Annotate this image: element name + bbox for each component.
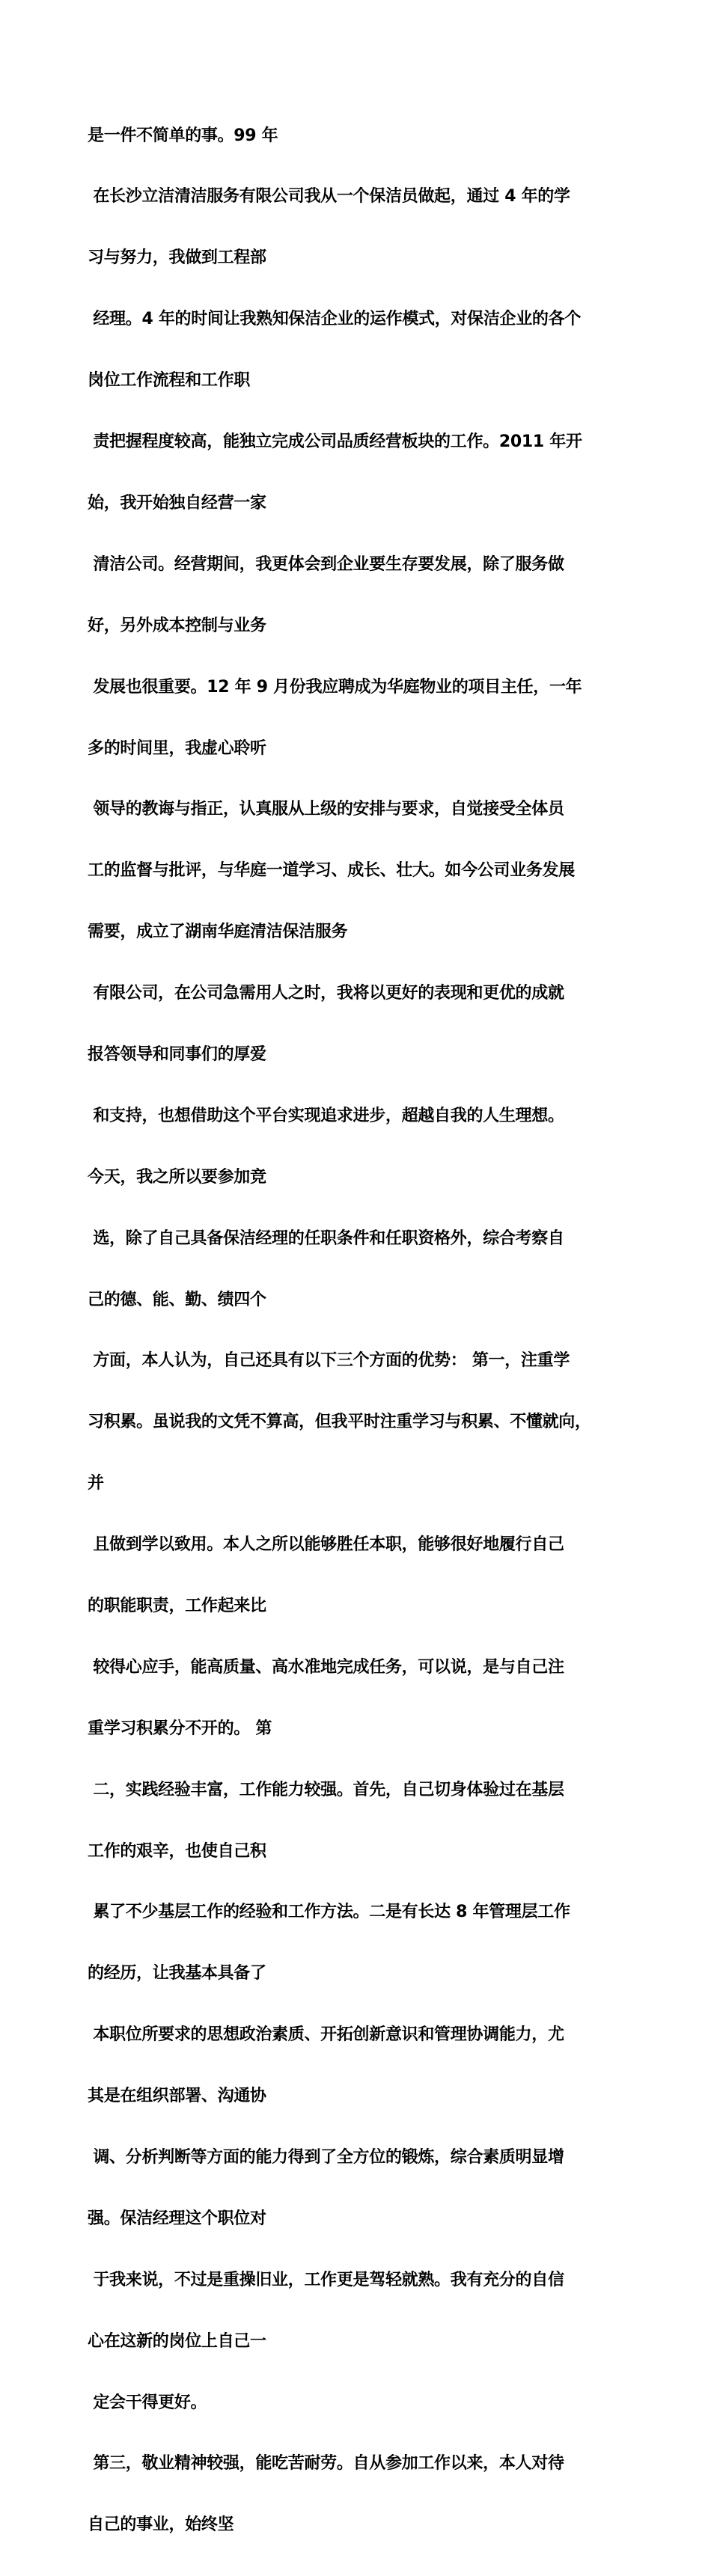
text-line: 需要，成立了湖南华庭清洁保洁服务 — [88, 923, 348, 942]
text-line: 重学习积累分不开的。 第 — [88, 1719, 272, 1738]
text-line: 有限公司，在公司急需用人之时，我将以更好的表现和更优的成就 — [88, 984, 564, 1003]
text-line: 是一件不简单的事。99 年 — [88, 126, 278, 145]
text-line: 己的德、能、勤、绩四个 — [88, 1290, 266, 1309]
text-line: 强。保洁经理这个职位对 — [88, 2209, 266, 2228]
text-line: 选，除了自己具备保洁经理的任职条件和任职资格外，综合考察自 — [88, 1229, 564, 1248]
text-line: 责把握程度较高，能独立完成公司品质经营板块的工作。2011 年开 — [88, 432, 582, 452]
text-line: 调、分析判断等方面的能力得到了全方位的锻炼，综合素质明显增 — [88, 2147, 564, 2167]
text-line: 多的时间里，我虚心聆听 — [88, 738, 266, 758]
text-line: 且做到学以致用。本人之所以能够胜任本职，能够很好地履行自己 — [88, 1535, 564, 1555]
text-line: 定会干得更好。 — [88, 2393, 207, 2412]
text-line: 的经历，让我基本具备了 — [88, 1964, 266, 1983]
text-line: 报答领导和同事们的厚爱 — [88, 1044, 266, 1064]
text-line: 在长沙立洁清洁服务有限公司我从一个保洁员做起，通过 4 年的学 — [88, 187, 570, 206]
text-line: 岗位工作流程和工作职 — [88, 371, 251, 391]
text-line: 本职位所要求的思想政治素质、开拓创新意识和管理协调能力，尤 — [88, 2025, 564, 2045]
text-line: 自己的事业，始终坚 — [88, 2515, 234, 2535]
text-line: 清洁公司。经营期间，我更体会到企业要生存要发展，除了服务做 — [88, 554, 564, 574]
body-text — [88, 85, 641, 2576]
text-line: 累了不少基层工作的经验和工作方法。二是有长达 8 年管理层工作 — [88, 1903, 570, 1922]
text-line: 习与努力，我做到工程部 — [88, 248, 266, 268]
text-line: 工作的艰辛，也使自己积 — [88, 1841, 266, 1861]
text-line: 于我来说，不过是重操旧业，工作更是驾轻就熟。我有充分的自信 — [88, 2270, 564, 2289]
text-line: 方面，本人认为，自己还具有以下三个方面的优势： 第一，注重学 — [88, 1351, 570, 1371]
text-line: 较得心应手，能高质量、高水准地完成任务，可以说，是与自己注 — [88, 1657, 564, 1677]
text-line: 和支持，也想借助这个平台实现追求进步，超越自我的人生理想。 — [88, 1106, 564, 1125]
text-line: 二，实践经验丰富，工作能力较强。首先，自己切身体验过在基层 — [88, 1780, 564, 1799]
text-line: 发展也很重要。12 年 9 月份我应聘成为华庭物业的项目主任，一年 — [88, 677, 582, 697]
text-line: 今天，我之所以要参加竞 — [88, 1167, 266, 1187]
text-line: 领导的教诲与指正，认真服从上级的安排与要求，自觉接受全体员 — [88, 800, 564, 819]
text-line: 好，另外成本控制与业务 — [88, 616, 266, 635]
text-line: 第三，敬业精神较强，能吃苦耐劳。自从参加工作以来，本人对待 — [88, 2454, 564, 2473]
text-line: 的职能职责，工作起来比 — [88, 1596, 266, 1615]
text-line: 习积累。虽说我的文凭不算高，但我平时注重学习与积累、不懂就向， — [88, 1413, 591, 1432]
text-line: 心在这新的岗位上自己一 — [88, 2331, 266, 2351]
text-line: 始，我开始独自经营一家 — [88, 493, 266, 513]
text-line: 工的监督与批评，与华庭一道学习、成长、壮大。如今公司业务发展 — [88, 861, 576, 881]
text-line: 经理。4 年的时间让我熟知保洁企业的运作模式，对保洁企业的各个 — [88, 310, 582, 329]
text-line: 其是在组织部署、沟通协 — [88, 2087, 266, 2106]
text-line: 并 — [88, 1474, 104, 1493]
